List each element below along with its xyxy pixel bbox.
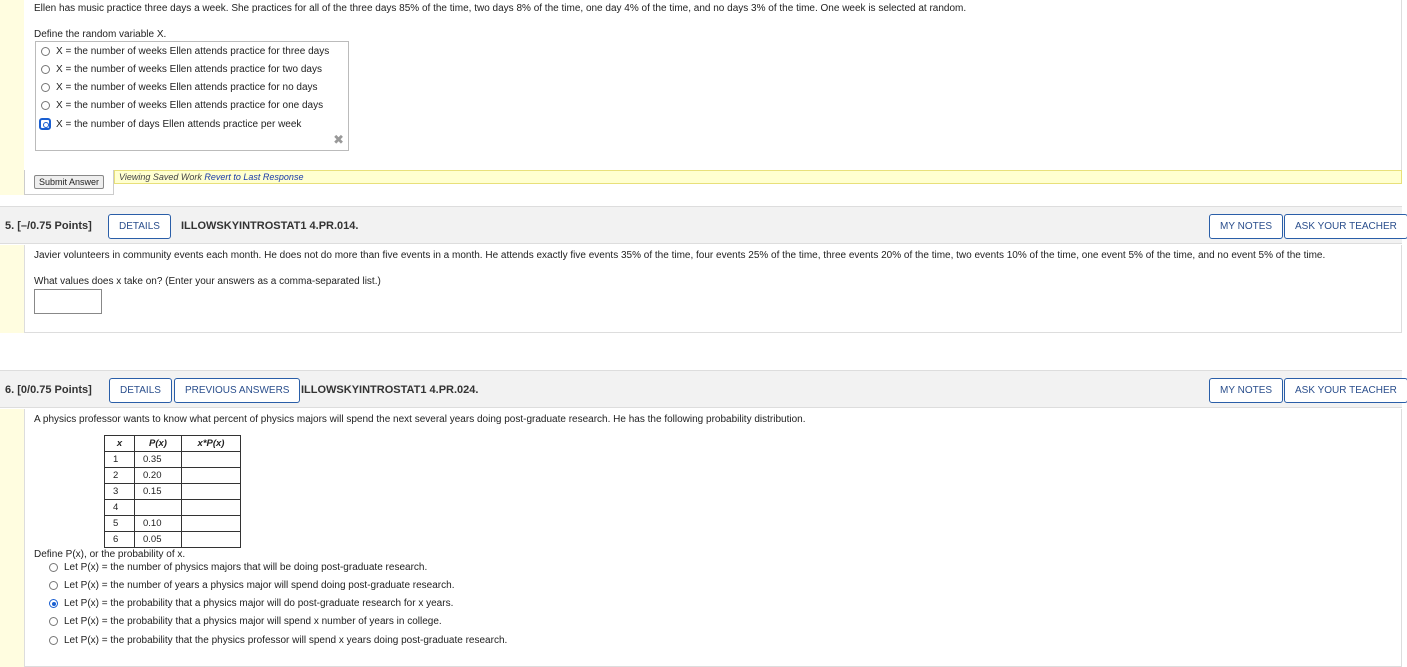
question-4-options-box xyxy=(35,41,349,151)
close-icon[interactable]: ✖ xyxy=(333,132,344,147)
radio-icon[interactable] xyxy=(49,563,58,572)
radio-icon[interactable] xyxy=(41,47,50,56)
question-6-number: 6. [0/0.75 Points] xyxy=(5,384,92,396)
q6-option-4[interactable] xyxy=(49,635,507,646)
q6-option-label: Let P(x) = the number of years a physics major will spend doing post-graduate research. xyxy=(64,580,455,591)
q6-option-1[interactable] xyxy=(49,580,454,591)
table-row xyxy=(105,452,241,468)
q6-option-label: Let P(x) = the number of physics majors that will be doing post-graduate research. xyxy=(64,562,428,573)
q4-option-3[interactable] xyxy=(41,100,323,111)
radio-icon[interactable] xyxy=(41,83,50,92)
table-cell xyxy=(182,500,241,516)
table-cell: 0.05 xyxy=(135,532,182,548)
my-notes-button[interactable]: MY NOTES xyxy=(1209,214,1283,239)
question-6-header xyxy=(0,370,1402,408)
question-6-side-strip xyxy=(0,409,24,667)
question-4-stem: Ellen has music practice three days a week. She practices for all of the three days 85% of the time, two days 8% of the time, one day 4% of the time, and no days 3% of the time. One week is selected at random. xyxy=(34,3,967,14)
table-cell: 2 xyxy=(105,468,135,484)
table-cell: 0.10 xyxy=(135,516,182,532)
q4-option-0[interactable] xyxy=(41,46,329,57)
q4-option-2[interactable] xyxy=(41,82,318,93)
answer-input[interactable] xyxy=(34,289,102,314)
details-button[interactable]: DETAILS xyxy=(108,214,171,239)
radio-icon[interactable] xyxy=(49,581,58,590)
table-row xyxy=(105,516,241,532)
table-cell: 0.15 xyxy=(135,484,182,500)
radio-icon[interactable] xyxy=(41,65,50,74)
table-row xyxy=(105,500,241,516)
q4-option-label: X = the number of weeks Ellen attends practice for two days xyxy=(56,64,322,75)
table-cell: 0.20 xyxy=(135,468,182,484)
question-5-prompt xyxy=(34,276,381,287)
previous-answers-button[interactable]: PREVIOUS ANSWERS xyxy=(174,378,300,403)
submit-answer-button[interactable]: Submit Answer xyxy=(34,175,104,189)
submit-area xyxy=(24,170,114,195)
table-cell: 1 xyxy=(105,452,135,468)
radio-icon[interactable] xyxy=(49,617,58,626)
radio-icon[interactable] xyxy=(41,101,50,110)
question-5-number: 5. [–/0.75 Points] xyxy=(5,220,92,232)
table-cell: 3 xyxy=(105,484,135,500)
question-5-code: ILLOWSKYINTROSTAT1 4.PR.014. xyxy=(181,220,359,232)
radio-selected-icon[interactable] xyxy=(49,599,58,608)
details-button[interactable]: DETAILS xyxy=(109,378,172,403)
q6-option-3[interactable] xyxy=(49,616,442,627)
table-cell: 5 xyxy=(105,516,135,532)
table-header-row xyxy=(105,436,241,452)
table-row xyxy=(105,468,241,484)
question-5-stem: Javier volunteers in community events each month. He does not do more than five events in a month. He attends exactly five events 35% of the time, four events 25% of the time, three events 20% of the time, two events 10% of the time, one event 5% of the time, and no event 5% of the time. xyxy=(34,250,1326,261)
q4-option-label: X = the number of weeks Ellen attends practice for one days xyxy=(56,100,324,111)
table-header: P(x) xyxy=(135,436,182,452)
table-cell xyxy=(182,516,241,532)
question-5-side-strip xyxy=(0,245,24,333)
q4-option-4[interactable] xyxy=(41,118,301,130)
question-4-define-prompt: Define the random variable X. xyxy=(34,29,167,40)
table-cell xyxy=(182,452,241,468)
question-4-side-strip xyxy=(0,0,24,195)
q6-option-label: Let P(x) = the probability that the physics professor will spend x years doing post-graduate research. xyxy=(64,635,508,646)
q4-option-label: X = the number of weeks Ellen attends practice for three days xyxy=(56,46,330,57)
probability-distribution-table xyxy=(104,435,241,548)
q6-option-2[interactable] xyxy=(49,598,453,609)
question-5-prompt-text: What values does x take on? (Enter your answers as a comma-separated list.) xyxy=(34,276,381,287)
table-header: x xyxy=(105,436,135,452)
q6-option-label: Let P(x) = the probability that a physics major will do post-graduate research for x years. xyxy=(64,598,454,609)
radio-icon[interactable] xyxy=(49,636,58,645)
table-cell: 4 xyxy=(105,500,135,516)
question-6-code: ILLOWSKYINTROSTAT1 4.PR.024. xyxy=(301,384,479,396)
q4-option-1[interactable] xyxy=(41,64,322,75)
revert-link[interactable]: Revert to Last Response xyxy=(204,172,304,182)
table-header: x*P(x) xyxy=(182,436,241,452)
q4-option-label: X = the number of days Ellen attends practice per week xyxy=(56,118,302,130)
table-cell: 0.35 xyxy=(135,452,182,468)
ask-your-teacher-button[interactable]: ASK YOUR TEACHER xyxy=(1284,378,1407,403)
q4-option-label: X = the number of weeks Ellen attends practice for no days xyxy=(56,82,318,93)
radio-selected-icon[interactable] xyxy=(39,118,51,130)
table-cell xyxy=(182,532,241,548)
table-cell xyxy=(182,468,241,484)
saved-work-bar xyxy=(114,170,1402,184)
question-5-header xyxy=(0,206,1402,244)
q6-option-0[interactable] xyxy=(49,562,427,573)
q6-option-label: Let P(x) = the probability that a physics major will spend x number of years in college. xyxy=(64,616,442,627)
table-cell xyxy=(182,484,241,500)
question-6-define-prompt: Define P(x), or the probability of x. xyxy=(34,549,186,560)
table-cell: 6 xyxy=(105,532,135,548)
ask-your-teacher-button[interactable]: ASK YOUR TEACHER xyxy=(1284,214,1407,239)
table-row xyxy=(105,532,241,548)
table-cell xyxy=(135,500,182,516)
table-row xyxy=(105,484,241,500)
question-6-stem: A physics professor wants to know what percent of physics majors will spend the next several years doing post-graduate research. He has the following probability distribution. xyxy=(34,414,806,425)
my-notes-button[interactable]: MY NOTES xyxy=(1209,378,1283,403)
saved-work-text: Viewing Saved Work xyxy=(119,172,202,182)
